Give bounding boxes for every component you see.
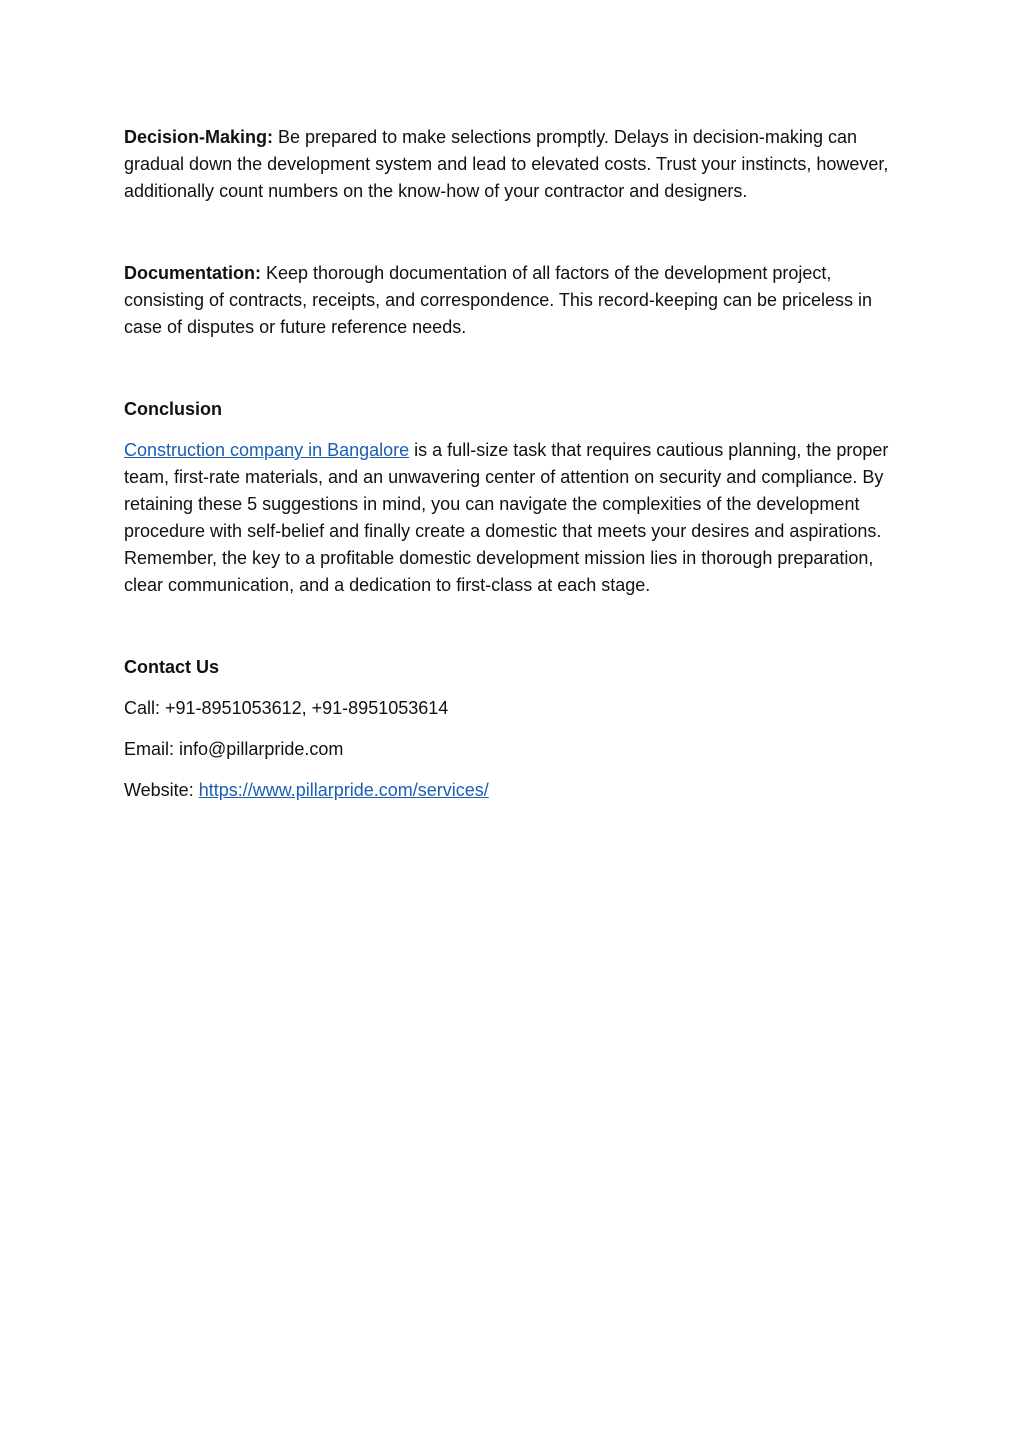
- documentation-label: Documentation:: [124, 263, 261, 283]
- website-label: Website:: [124, 780, 199, 800]
- contact-heading: Contact Us: [124, 657, 220, 677]
- construction-company-link[interactable]: Construction company in Bangalore: [124, 440, 410, 460]
- decision-making-text: Be prepared to make selections promptly. Delays in decision-making can gradual down the development system and lead to elevated costs. Trust your instincts, however, additionally count numbers on the know-how of your contractor and designers.: [124, 127, 889, 201]
- documentation-paragraph: [124, 260, 894, 341]
- spacer: [124, 681, 894, 695]
- decision-making-label: Decision-Making:: [124, 127, 274, 147]
- spacer: [124, 763, 894, 777]
- spacer: [124, 205, 894, 260]
- conclusion-paragraph: [124, 437, 894, 599]
- website-link[interactable]: https://www.pillarpride.com/services/: [198, 780, 489, 800]
- conclusion-text: is a full-size task that requires cautious planning, the proper team, first-rate materials, and an unwavering center of attention on security and compliance. By retaining these 5 suggestions in mind, you can navigate the complexities of the development procedure with self-belief and finally create a domestic that meets your desires and aspirations. Remember, the key to a profitable domestic development mission lies in thorough preparation, clear communication, and a dedication to first-class at each stage.: [124, 440, 889, 595]
- spacer: [124, 722, 894, 736]
- contact-website: [124, 777, 894, 804]
- spacer: [124, 599, 894, 654]
- documentation-text: Keep thorough documentation of all factors of the development project, consisting of contracts, receipts, and correspondence. This record-keeping can be priceless in case of disputes or future reference needs.: [124, 263, 873, 337]
- contact-call: Call: +91-8951053612, +91-8951053614: [124, 698, 449, 718]
- document-page: [124, 124, 894, 804]
- conclusion-heading: Conclusion: [124, 399, 222, 419]
- spacer: [124, 423, 894, 437]
- contact-email: Email: info@pillarpride.com: [124, 739, 344, 759]
- spacer: [124, 341, 894, 396]
- decision-making-paragraph: [124, 124, 894, 205]
